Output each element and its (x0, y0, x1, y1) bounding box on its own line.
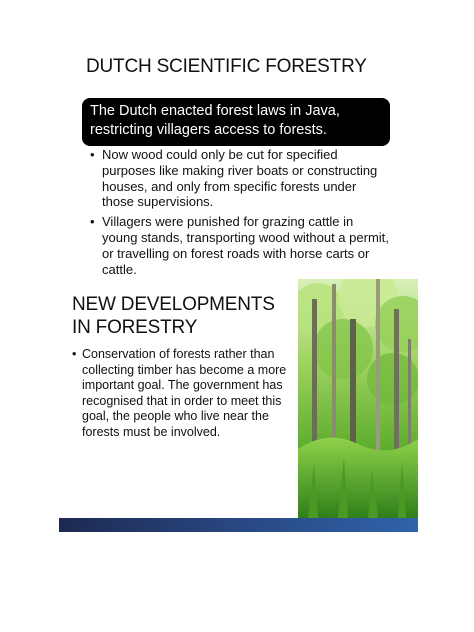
forest-photo-icon (298, 279, 418, 518)
bullet-item-wood-cutting: • Now wood could only be cut for specified purposes like making river boats or constructing houses, and only from specific forests under those supervisions. (90, 147, 390, 210)
callout-box (82, 98, 390, 146)
bullet-item-conservation: • Conservation of forests rather than collecting timber has become a more important goal. The government has recognised that in order to meet this goal, the people who live near the forests must be involved. (72, 347, 290, 441)
callout-line-1: The Dutch enacted forest laws in Java, (90, 103, 340, 119)
bullet-list-new-developments (72, 347, 290, 441)
footer-bar (59, 518, 418, 532)
callout-line-2: restricting villagers access to forests. (90, 122, 327, 138)
bullet-list-dutch-laws (90, 147, 390, 281)
slide-title-new-developments: NEW DEVELOPMENTS IN FORESTRY (72, 294, 275, 338)
forest-photo (298, 279, 418, 518)
slide-title-dutch-forestry: DUTCH SCIENTIFIC FORESTRY (86, 56, 367, 77)
bullet-item-villager-punishment: • Villagers were punished for grazing cattle in young stands, transporting wood without a permit, or travelling on forest roads with horse carts or cattle. (90, 214, 390, 277)
